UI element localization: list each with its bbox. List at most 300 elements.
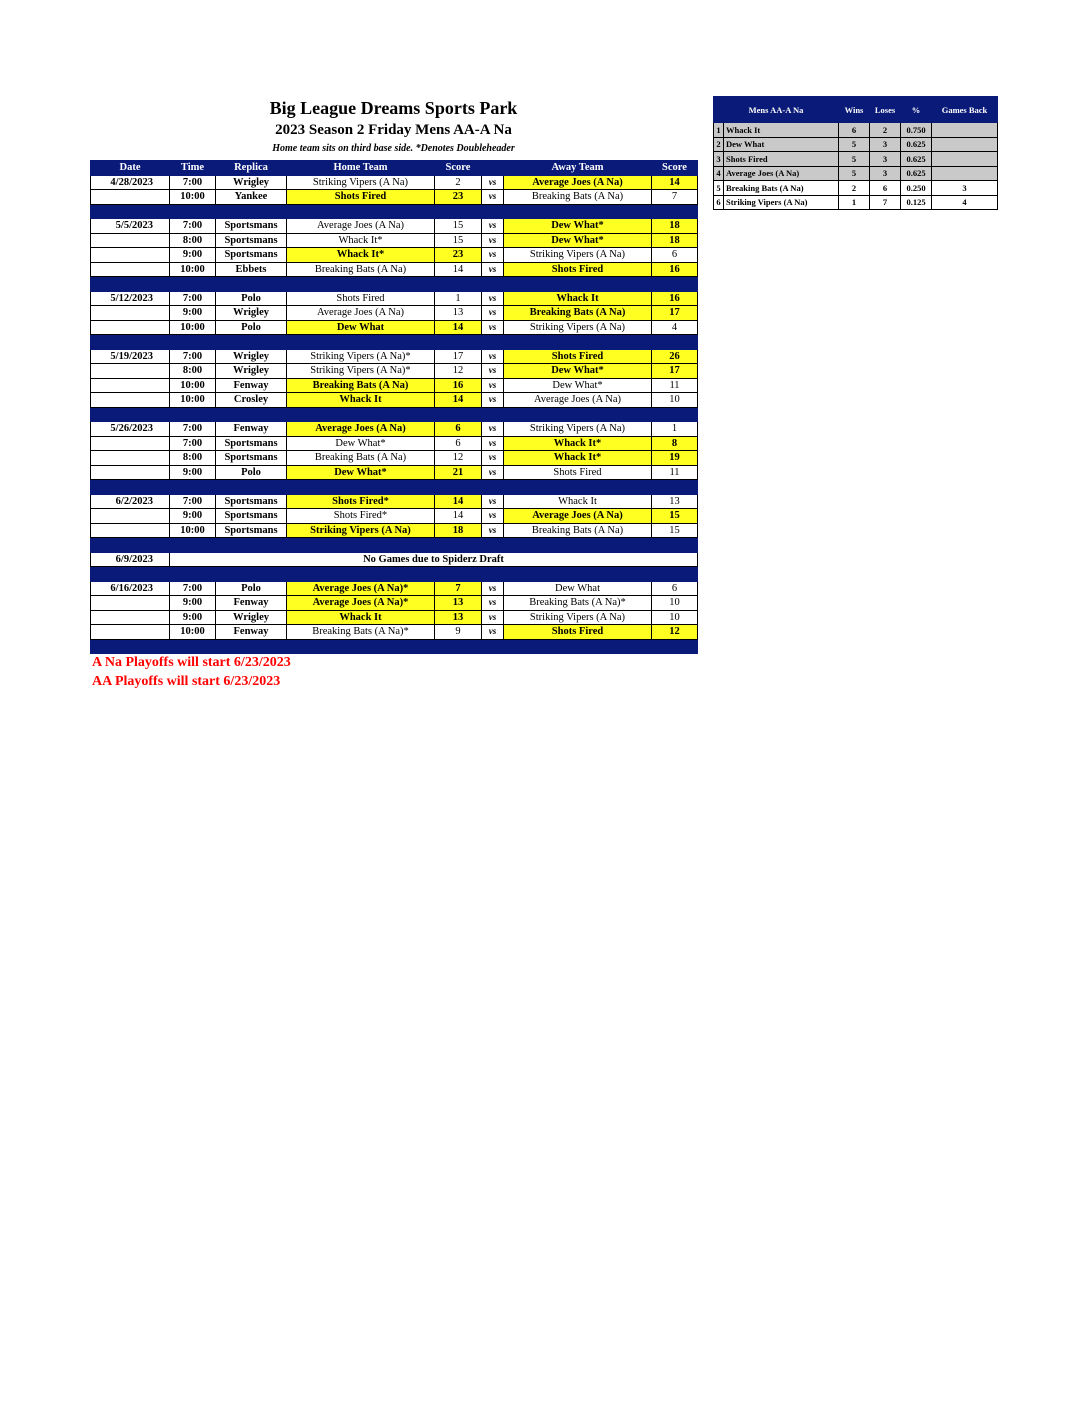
separator-cell xyxy=(216,407,287,422)
header-note: Home team sits on third base side. *Denotes Doubleheader xyxy=(272,143,515,154)
standings-loses: 3 xyxy=(870,152,901,167)
separator-cell xyxy=(170,538,216,553)
away-team: Average Joes (A Na) xyxy=(504,175,652,190)
standings-pct: 0.750 xyxy=(901,123,932,138)
schedule-table xyxy=(90,160,698,654)
separator-cell xyxy=(435,277,482,292)
standings-row xyxy=(714,137,998,152)
vs-label: vs xyxy=(482,625,504,640)
home-team: Dew What* xyxy=(287,465,435,480)
away-team: Shots Fired xyxy=(504,625,652,640)
standings-games-back: 3 xyxy=(932,181,998,196)
separator-cell xyxy=(482,567,504,582)
game-date xyxy=(91,393,170,408)
away-score: 17 xyxy=(652,306,698,321)
home-team: Dew What* xyxy=(287,436,435,451)
standings-column-header: Games Back xyxy=(932,97,998,123)
standings-loses: 6 xyxy=(870,181,901,196)
standings-loses: 3 xyxy=(870,137,901,152)
game-date xyxy=(91,451,170,466)
playoff-notice-aa: AA Playoffs will start 6/23/2023 xyxy=(92,674,281,689)
game-time: 10:00 xyxy=(170,190,216,205)
standings-loses: 2 xyxy=(870,123,901,138)
separator-cell xyxy=(435,538,482,553)
home-team: Shots Fired xyxy=(287,190,435,205)
home-score: 9 xyxy=(435,625,482,640)
home-score: 23 xyxy=(435,190,482,205)
away-score: 13 xyxy=(652,494,698,509)
game-date xyxy=(91,610,170,625)
schedule-column-header: Date xyxy=(91,161,170,176)
vs-label: vs xyxy=(482,306,504,321)
vs-label: vs xyxy=(482,190,504,205)
home-score: 12 xyxy=(435,364,482,379)
separator-cell xyxy=(91,204,170,219)
home-team: Breaking Bats (A Na) xyxy=(287,262,435,277)
game-time: 7:00 xyxy=(170,436,216,451)
standings-rank: 4 xyxy=(714,166,724,181)
game-date xyxy=(91,233,170,248)
schedule-row xyxy=(91,364,698,379)
standings-team: Striking Vipers (A Na) xyxy=(724,195,839,210)
game-date xyxy=(91,364,170,379)
standings-wins: 5 xyxy=(839,137,870,152)
standings-rank: 3 xyxy=(714,152,724,167)
game-time: 9:00 xyxy=(170,509,216,524)
separator-cell xyxy=(482,335,504,350)
game-replica: Wrigley xyxy=(216,610,287,625)
separator-cell xyxy=(287,407,435,422)
vs-label: vs xyxy=(482,175,504,190)
game-replica: Fenway xyxy=(216,422,287,437)
standings-column-header: % xyxy=(901,97,932,123)
away-score: 8 xyxy=(652,436,698,451)
game-replica: Polo xyxy=(216,320,287,335)
standings-pct: 0.625 xyxy=(901,152,932,167)
vs-label: vs xyxy=(482,596,504,611)
standings-row xyxy=(714,181,998,196)
away-team: Striking Vipers (A Na) xyxy=(504,610,652,625)
game-time: 7:00 xyxy=(170,581,216,596)
home-team: Breaking Bats (A Na)* xyxy=(287,625,435,640)
standings-row xyxy=(714,152,998,167)
home-team: Dew What xyxy=(287,320,435,335)
separator-cell xyxy=(287,335,435,350)
away-score: 11 xyxy=(652,465,698,480)
home-team: Average Joes (A Na) xyxy=(287,306,435,321)
vs-label: vs xyxy=(482,610,504,625)
game-date: 5/12/2023 xyxy=(91,291,170,306)
game-time: 8:00 xyxy=(170,233,216,248)
game-date xyxy=(91,306,170,321)
away-score: 18 xyxy=(652,233,698,248)
game-time: 9:00 xyxy=(170,465,216,480)
separator-cell xyxy=(504,639,652,654)
game-time: 8:00 xyxy=(170,451,216,466)
home-team: Average Joes (A Na) xyxy=(287,422,435,437)
separator-cell xyxy=(435,407,482,422)
home-team: Average Joes (A Na)* xyxy=(287,581,435,596)
away-score: 10 xyxy=(652,596,698,611)
page-title: Big League Dreams Sports Park xyxy=(269,98,518,118)
away-team: Whack It* xyxy=(504,451,652,466)
away-score: 16 xyxy=(652,291,698,306)
vs-label: vs xyxy=(482,465,504,480)
game-date xyxy=(91,596,170,611)
schedule-separator xyxy=(91,567,698,582)
away-team: Whack It xyxy=(504,291,652,306)
home-team: Whack It* xyxy=(287,248,435,263)
standings-wins: 1 xyxy=(839,195,870,210)
vs-label: vs xyxy=(482,422,504,437)
game-date: 6/9/2023 xyxy=(91,552,170,567)
home-score: 13 xyxy=(435,306,482,321)
home-team: Whack It xyxy=(287,610,435,625)
away-team: Breaking Bats (A Na)* xyxy=(504,596,652,611)
schedule-row xyxy=(91,219,698,234)
game-replica: Sportsmans xyxy=(216,509,287,524)
standings-wins: 6 xyxy=(839,123,870,138)
away-score: 10 xyxy=(652,610,698,625)
game-time: 9:00 xyxy=(170,596,216,611)
away-team: Breaking Bats (A Na) xyxy=(504,523,652,538)
home-team: Whack It xyxy=(287,393,435,408)
game-replica: Yankee xyxy=(216,190,287,205)
away-score: 4 xyxy=(652,320,698,335)
game-time: 7:00 xyxy=(170,494,216,509)
game-replica: Wrigley xyxy=(216,175,287,190)
schedule-row xyxy=(91,451,698,466)
standings-team: Dew What xyxy=(724,137,839,152)
game-date: 6/16/2023 xyxy=(91,581,170,596)
separator-cell xyxy=(91,407,170,422)
separator-cell xyxy=(287,567,435,582)
separator-cell xyxy=(652,567,698,582)
schedule-row xyxy=(91,393,698,408)
away-score: 19 xyxy=(652,451,698,466)
away-team: Whack It xyxy=(504,494,652,509)
game-replica: Wrigley xyxy=(216,306,287,321)
home-score: 14 xyxy=(435,262,482,277)
separator-cell xyxy=(435,639,482,654)
game-time: 7:00 xyxy=(170,422,216,437)
away-team: Shots Fired xyxy=(504,349,652,364)
standings-rank: 6 xyxy=(714,195,724,210)
game-replica: Sportsmans xyxy=(216,219,287,234)
vs-label: vs xyxy=(482,364,504,379)
standings-team: Shots Fired xyxy=(724,152,839,167)
schedule-row xyxy=(91,378,698,393)
home-score: 12 xyxy=(435,451,482,466)
game-time: 10:00 xyxy=(170,378,216,393)
game-time: 9:00 xyxy=(170,610,216,625)
game-date: 4/28/2023 xyxy=(91,175,170,190)
game-replica: Crosley xyxy=(216,393,287,408)
schedule-row xyxy=(91,349,698,364)
standings-wins: 5 xyxy=(839,152,870,167)
home-team: Breaking Bats (A Na) xyxy=(287,451,435,466)
away-team: Shots Fired xyxy=(504,465,652,480)
home-team: Average Joes (A Na)* xyxy=(287,596,435,611)
standings-table xyxy=(713,96,998,210)
separator-cell xyxy=(504,480,652,495)
separator-cell xyxy=(216,204,287,219)
separator-cell xyxy=(216,480,287,495)
vs-label: vs xyxy=(482,262,504,277)
schedule-separator xyxy=(91,277,698,292)
separator-cell xyxy=(287,480,435,495)
game-replica: Sportsmans xyxy=(216,436,287,451)
standings-team: Whack It xyxy=(724,123,839,138)
vs-label: vs xyxy=(482,393,504,408)
home-score: 14 xyxy=(435,494,482,509)
game-time: 10:00 xyxy=(170,262,216,277)
home-score: 6 xyxy=(435,436,482,451)
schedule-column-header: Score xyxy=(652,161,698,176)
home-team: Striking Vipers (A Na)* xyxy=(287,364,435,379)
separator-cell xyxy=(482,204,504,219)
separator-cell xyxy=(482,277,504,292)
vs-label: vs xyxy=(482,349,504,364)
schedule-row xyxy=(91,581,698,596)
game-time: 7:00 xyxy=(170,349,216,364)
schedule-column-header: Time xyxy=(170,161,216,176)
away-score: 6 xyxy=(652,248,698,263)
separator-cell xyxy=(216,538,287,553)
away-team: Striking Vipers (A Na) xyxy=(504,248,652,263)
separator-cell xyxy=(216,639,287,654)
vs-label: vs xyxy=(482,320,504,335)
home-team: Breaking Bats (A Na) xyxy=(287,378,435,393)
game-date xyxy=(91,190,170,205)
standings-rank: 2 xyxy=(714,137,724,152)
game-date xyxy=(91,625,170,640)
separator-cell xyxy=(482,538,504,553)
schedule-separator xyxy=(91,204,698,219)
standings-rank: 5 xyxy=(714,181,724,196)
game-replica: Wrigley xyxy=(216,349,287,364)
standings-row xyxy=(714,123,998,138)
away-team: Shots Fired xyxy=(504,262,652,277)
standings-games-back xyxy=(932,166,998,181)
playoff-notice-a-na: A Na Playoffs will start 6/23/2023 xyxy=(92,655,291,670)
game-date xyxy=(91,262,170,277)
separator-cell xyxy=(652,407,698,422)
home-team: Shots Fired* xyxy=(287,509,435,524)
schedule-row xyxy=(91,190,698,205)
separator-cell xyxy=(216,567,287,582)
away-score: 17 xyxy=(652,364,698,379)
away-team: Dew What xyxy=(504,581,652,596)
vs-label: vs xyxy=(482,451,504,466)
away-score: 12 xyxy=(652,625,698,640)
away-score: 15 xyxy=(652,523,698,538)
standings-games-back xyxy=(932,123,998,138)
separator-cell xyxy=(91,538,170,553)
separator-cell xyxy=(504,277,652,292)
separator-cell xyxy=(652,204,698,219)
separator-cell xyxy=(91,480,170,495)
away-score: 14 xyxy=(652,175,698,190)
standings-pct: 0.250 xyxy=(901,181,932,196)
home-score: 6 xyxy=(435,422,482,437)
game-date xyxy=(91,509,170,524)
game-replica: Sportsmans xyxy=(216,248,287,263)
game-time: 10:00 xyxy=(170,393,216,408)
game-replica: Ebbets xyxy=(216,262,287,277)
separator-cell xyxy=(91,567,170,582)
away-team: Dew What* xyxy=(504,233,652,248)
home-team: Average Joes (A Na) xyxy=(287,219,435,234)
separator-cell xyxy=(170,277,216,292)
vs-label: vs xyxy=(482,219,504,234)
standings-team: Average Joes (A Na) xyxy=(724,166,839,181)
schedule-row xyxy=(91,552,698,567)
game-replica: Fenway xyxy=(216,625,287,640)
game-time: 10:00 xyxy=(170,625,216,640)
standings-wins: 5 xyxy=(839,166,870,181)
game-replica: Fenway xyxy=(216,378,287,393)
standings-row xyxy=(714,195,998,210)
separator-cell xyxy=(504,335,652,350)
schedule-row xyxy=(91,233,698,248)
game-replica: Sportsmans xyxy=(216,233,287,248)
game-replica: Polo xyxy=(216,291,287,306)
vs-label: vs xyxy=(482,291,504,306)
game-time: 9:00 xyxy=(170,306,216,321)
away-team: Average Joes (A Na) xyxy=(504,393,652,408)
separator-cell xyxy=(170,567,216,582)
game-time: 10:00 xyxy=(170,320,216,335)
game-date xyxy=(91,248,170,263)
game-time: 9:00 xyxy=(170,248,216,263)
away-team: Whack It* xyxy=(504,436,652,451)
separator-cell xyxy=(435,204,482,219)
vs-label: vs xyxy=(482,509,504,524)
standings-games-back xyxy=(932,137,998,152)
separator-cell xyxy=(504,407,652,422)
schedule-row xyxy=(91,509,698,524)
game-time: 8:00 xyxy=(170,364,216,379)
standings-loses: 7 xyxy=(870,195,901,210)
home-team: Shots Fired* xyxy=(287,494,435,509)
schedule-separator xyxy=(91,407,698,422)
home-score: 15 xyxy=(435,219,482,234)
standings-row xyxy=(714,166,998,181)
separator-cell xyxy=(170,480,216,495)
home-score: 16 xyxy=(435,378,482,393)
away-team: Breaking Bats (A Na) xyxy=(504,190,652,205)
game-date: 5/19/2023 xyxy=(91,349,170,364)
separator-cell xyxy=(482,407,504,422)
schedule-row xyxy=(91,494,698,509)
home-score: 14 xyxy=(435,509,482,524)
schedule-row xyxy=(91,610,698,625)
vs-label: vs xyxy=(482,581,504,596)
schedule-separator xyxy=(91,538,698,553)
game-replica: Sportsmans xyxy=(216,451,287,466)
separator-cell xyxy=(91,277,170,292)
schedule-separator xyxy=(91,480,698,495)
schedule-row xyxy=(91,465,698,480)
away-team: Striking Vipers (A Na) xyxy=(504,422,652,437)
separator-cell xyxy=(504,567,652,582)
standings-column-header: Loses xyxy=(870,97,901,123)
separator-cell xyxy=(91,639,170,654)
no-games-note: No Games due to Spiderz Draft xyxy=(170,552,698,567)
schedule-row xyxy=(91,436,698,451)
standings-rank: 1 xyxy=(714,123,724,138)
away-team: Dew What* xyxy=(504,219,652,234)
home-team: Shots Fired xyxy=(287,291,435,306)
schedule-row xyxy=(91,596,698,611)
home-team: Striking Vipers (A Na)* xyxy=(287,349,435,364)
game-date xyxy=(91,378,170,393)
standings-games-back: 4 xyxy=(932,195,998,210)
standings-games-back xyxy=(932,152,998,167)
game-time: 7:00 xyxy=(170,219,216,234)
schedule-separator xyxy=(91,639,698,654)
vs-label: vs xyxy=(482,523,504,538)
schedule-row xyxy=(91,320,698,335)
schedule-row xyxy=(91,306,698,321)
separator-cell xyxy=(170,407,216,422)
game-date: 6/2/2023 xyxy=(91,494,170,509)
separator-cell xyxy=(435,335,482,350)
schedule-column-header: Replica xyxy=(216,161,287,176)
standings-team: Breaking Bats (A Na) xyxy=(724,181,839,196)
home-score: 14 xyxy=(435,393,482,408)
away-score: 7 xyxy=(652,190,698,205)
away-score: 11 xyxy=(652,378,698,393)
separator-cell xyxy=(504,204,652,219)
game-date xyxy=(91,320,170,335)
separator-cell xyxy=(287,204,435,219)
away-score: 18 xyxy=(652,219,698,234)
away-score: 6 xyxy=(652,581,698,596)
game-date xyxy=(91,465,170,480)
separator-cell xyxy=(170,204,216,219)
separator-cell xyxy=(652,335,698,350)
away-team: Breaking Bats (A Na) xyxy=(504,306,652,321)
schedule-row xyxy=(91,291,698,306)
schedule-column-header: Away Team xyxy=(504,161,652,176)
page-subtitle: 2023 Season 2 Friday Mens AA-A Na xyxy=(275,122,512,138)
home-score: 17 xyxy=(435,349,482,364)
standings-header-row xyxy=(714,97,998,123)
away-team: Dew What* xyxy=(504,378,652,393)
separator-cell xyxy=(216,277,287,292)
vs-label: vs xyxy=(482,378,504,393)
standings-column-header: Wins xyxy=(839,97,870,123)
standings-wins: 2 xyxy=(839,181,870,196)
game-date: 5/26/2023 xyxy=(91,422,170,437)
away-team: Average Joes (A Na) xyxy=(504,509,652,524)
game-replica: Sportsmans xyxy=(216,494,287,509)
schedule-row xyxy=(91,262,698,277)
home-score: 13 xyxy=(435,596,482,611)
away-score: 1 xyxy=(652,422,698,437)
away-score: 26 xyxy=(652,349,698,364)
separator-cell xyxy=(91,335,170,350)
game-replica: Sportsmans xyxy=(216,523,287,538)
schedule-column-header xyxy=(482,161,504,176)
schedule-row xyxy=(91,248,698,263)
schedule-column-header: Home Team xyxy=(287,161,435,176)
schedule-column-header: Score xyxy=(435,161,482,176)
away-score: 10 xyxy=(652,393,698,408)
separator-cell xyxy=(287,277,435,292)
